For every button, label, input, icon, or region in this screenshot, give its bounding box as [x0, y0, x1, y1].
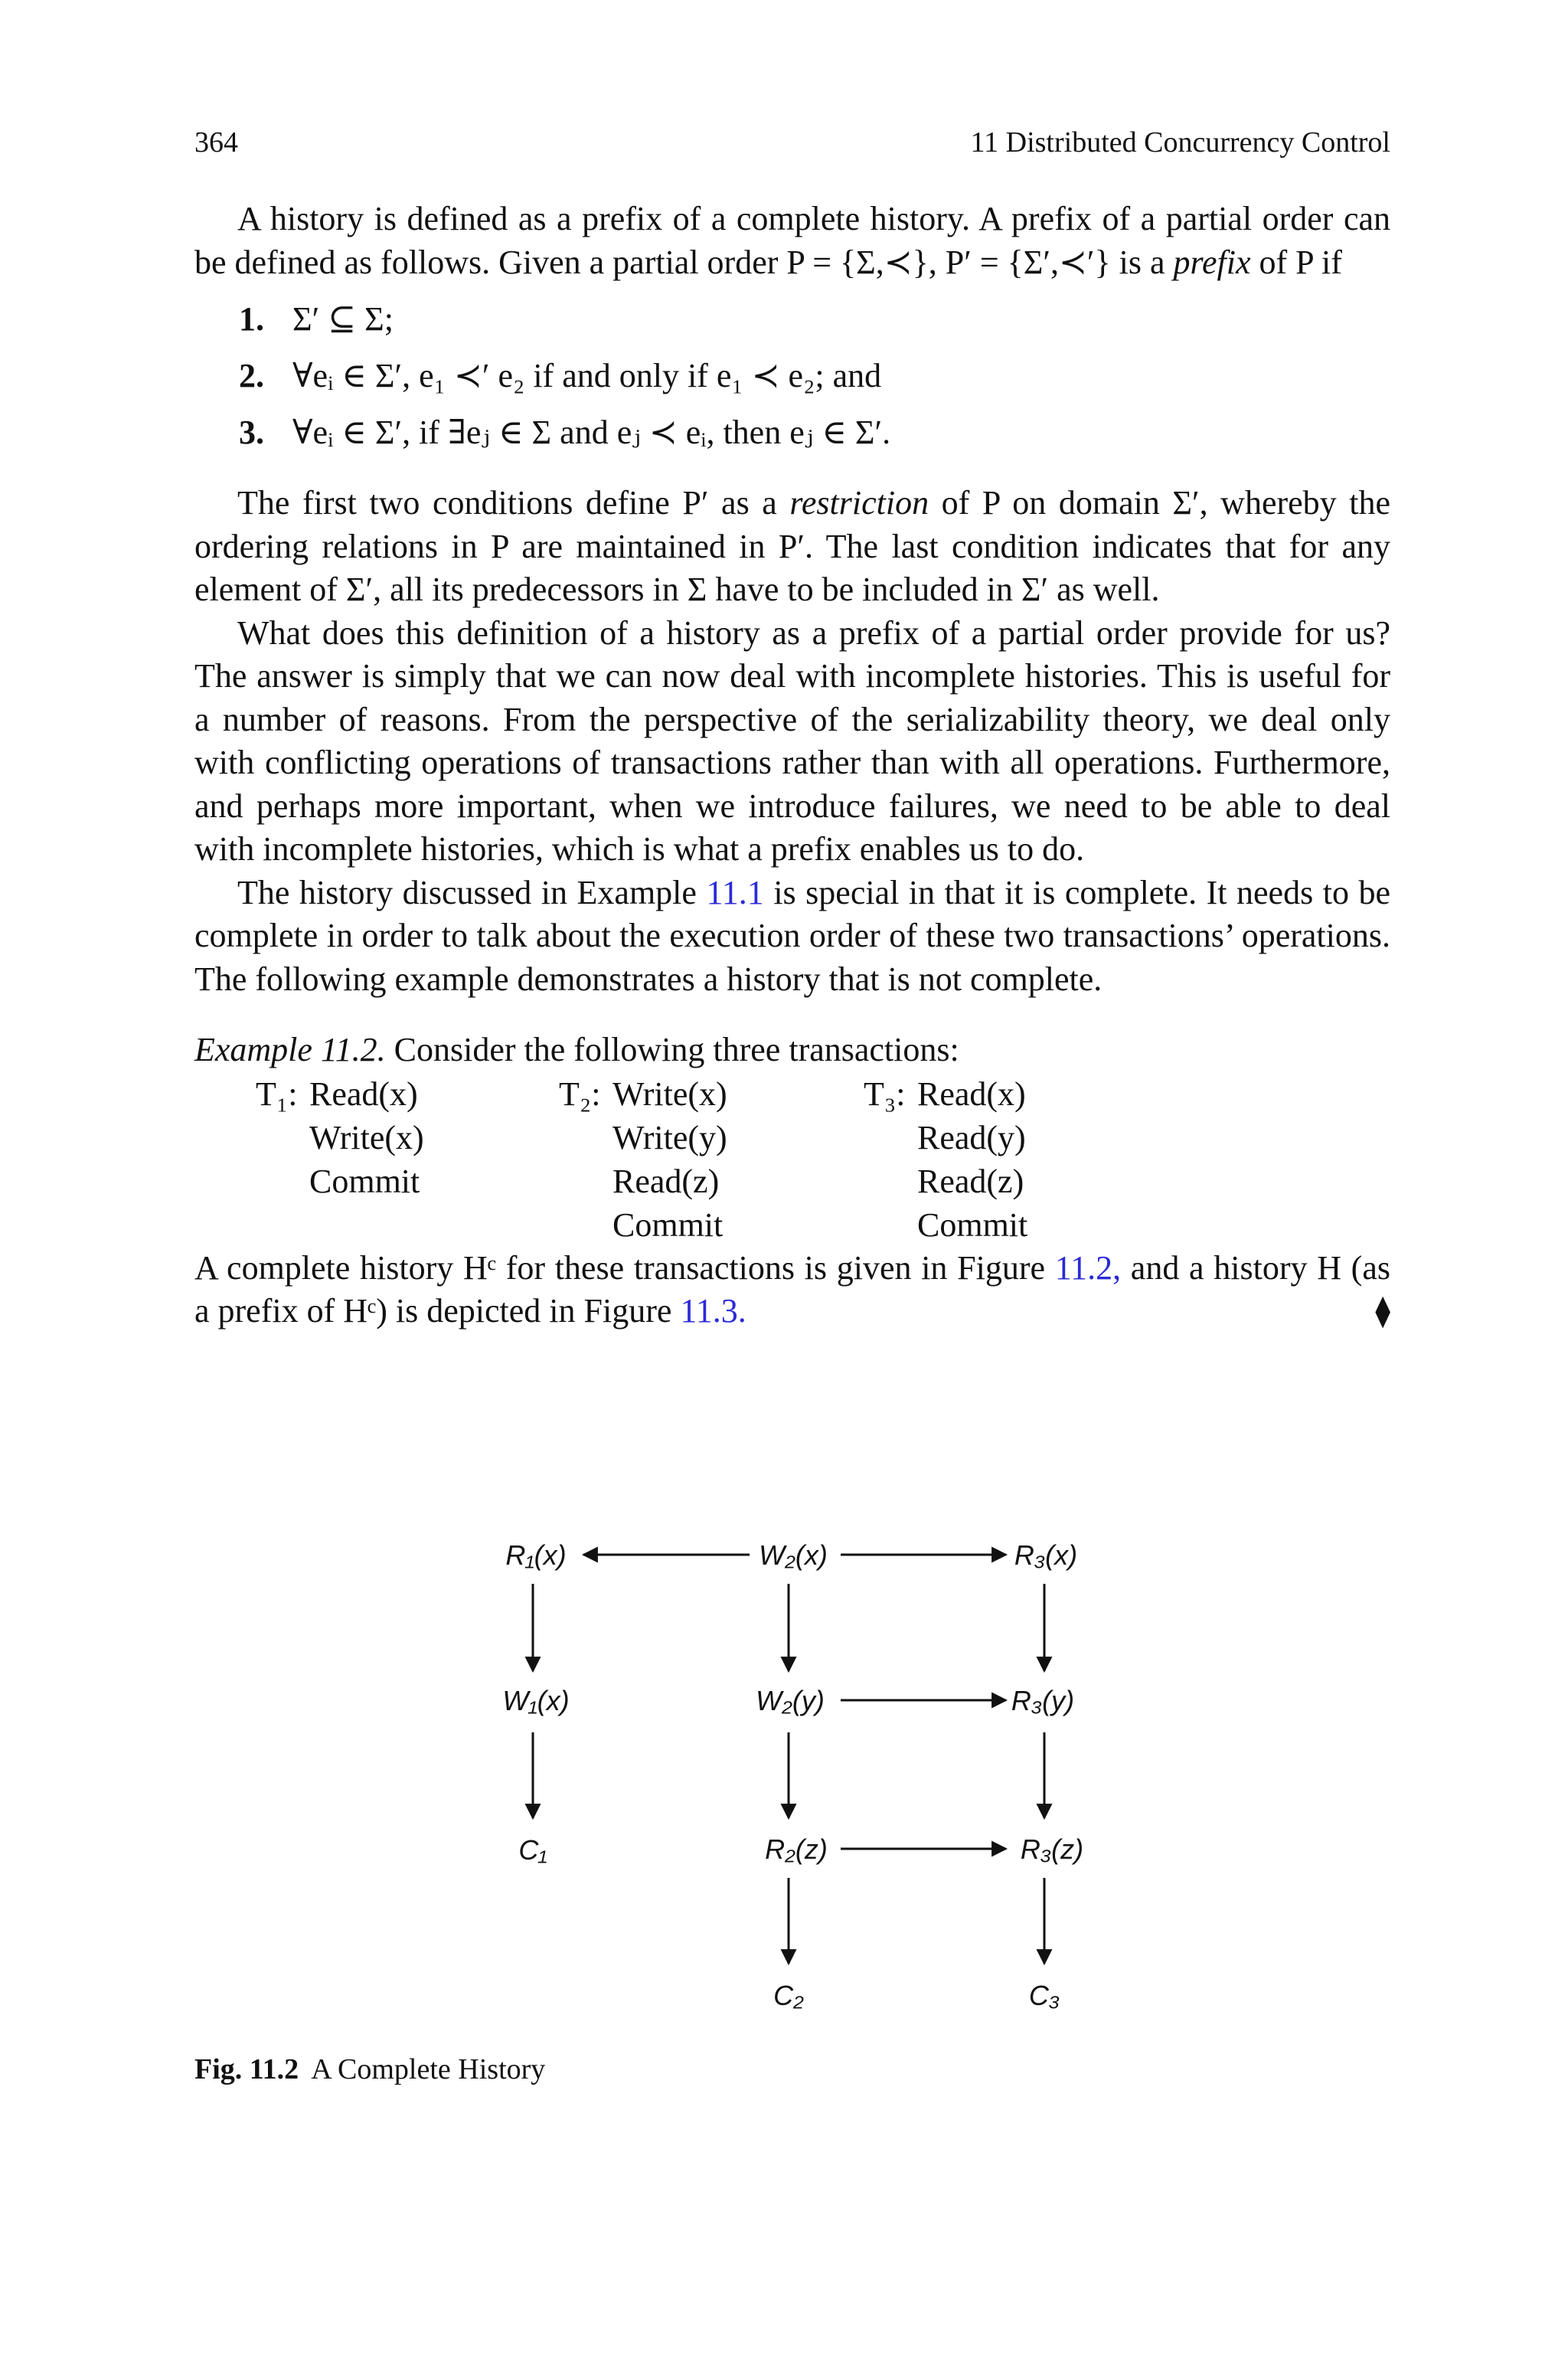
history-diagram: [194, 1493, 1390, 2030]
condition-item: 1. Σ′ ⊆ Σ;: [239, 300, 394, 338]
transaction-t2: T₂: Write(x) Write(y) Read(z) Commit: [559, 1075, 727, 1244]
condition-item: 2. ∀eᵢ ∈ Σ′, e₁ ≺′ e₂ if and only if e₁ ≺ e₂; and: [239, 357, 882, 394]
figure-label: Fig. 11.2: [194, 2053, 299, 2085]
node-c2: C₂: [773, 1980, 804, 2011]
paragraph-example-reference: The history discussed in Example 11.1 is special in that it is complete. It needs to be complete in order to talk about the execution order of these two transactions’ operations. The following example demonstrates a history that is not complete.: [194, 873, 1390, 998]
node-w2y: W₂(y): [756, 1685, 825, 1716]
paragraph-incomplete-histories: What does this definition of a history as a prefix of a partial order provide for us? The answer is simply that we can now deal with incomplete histories. This is useful for a number of reasons. From the perspective of the serializability theory, we deal only with conflicting operations of transactions rather than with all operations. Furthermore, and perhaps more important, when we introduce failures, we need to be able to deal with incomplete histories, which is what a prefix enables us to do.: [194, 613, 1390, 868]
figure-caption: [194, 2053, 545, 2086]
link-example-11-1[interactable]: 11.1: [706, 873, 764, 911]
condition-item: 3. ∀eᵢ ∈ Σ′, if ∃eⱼ ∈ Σ and eⱼ ≺ eᵢ, then eⱼ ∈ Σ′.: [239, 414, 891, 451]
node-r3z: R₃(z): [1020, 1833, 1084, 1865]
paragraph-restriction: The first two conditions define P′ as a restriction of P on domain Σ′, whereby the ordering relations in P are maintained in P′. The last condition indicates that for any element of Σ′, all its predecessors in Σ have to be included in Σ′ as well.: [194, 484, 1390, 608]
node-c3: C₃: [1028, 1980, 1060, 2011]
node-r2z: R₂(z): [765, 1833, 828, 1865]
node-r3x: R₃(x): [1014, 1539, 1078, 1571]
example-intro: Example 11.2. Consider the following three transactions:: [194, 1031, 959, 1068]
end-of-example-diamond-icon: ⧫: [1375, 1294, 1390, 1328]
transaction-table: [256, 1072, 1390, 1247]
transaction-t1: T₁: Read(x) Write(x) Commit: [256, 1075, 424, 1200]
node-w2x: W₂(x): [759, 1539, 828, 1571]
figure-title: A Complete History: [311, 2053, 546, 2085]
condition-list: [194, 298, 1390, 454]
history-graph: [194, 1493, 1390, 2030]
link-figure-11-3[interactable]: 11.3.: [680, 1292, 746, 1330]
link-figure-11-2[interactable]: 11.2,: [1054, 1248, 1122, 1287]
node-c1: C₁: [518, 1834, 547, 1866]
node-r1x: R₁(x): [505, 1539, 567, 1571]
paragraph-prefix-definition: A history is defined as a prefix of a complete history. A prefix of a partial order can be defined as follows. Given a partial order P = {Σ,≺}, P′ = {Σ′,≺′} is a prefix of P if: [194, 200, 1390, 281]
chapter-title: 11 Distributed Concurrency Control: [970, 126, 1390, 159]
body-text: [194, 198, 1390, 1333]
page-number: 364: [194, 126, 238, 159]
transaction-t3: T₃: Read(x) Read(y) Read(z) Commit: [864, 1075, 1028, 1244]
example-closing: A complete history Hᶜ for these transactions is given in Figure 11.2, and a history H (as a prefix of Hᶜ) is depicted in Figure 11.3. ⧫: [194, 1247, 1390, 1333]
node-r3y: R₃(y): [1011, 1685, 1075, 1716]
node-w1x: W₁(x): [502, 1685, 570, 1716]
